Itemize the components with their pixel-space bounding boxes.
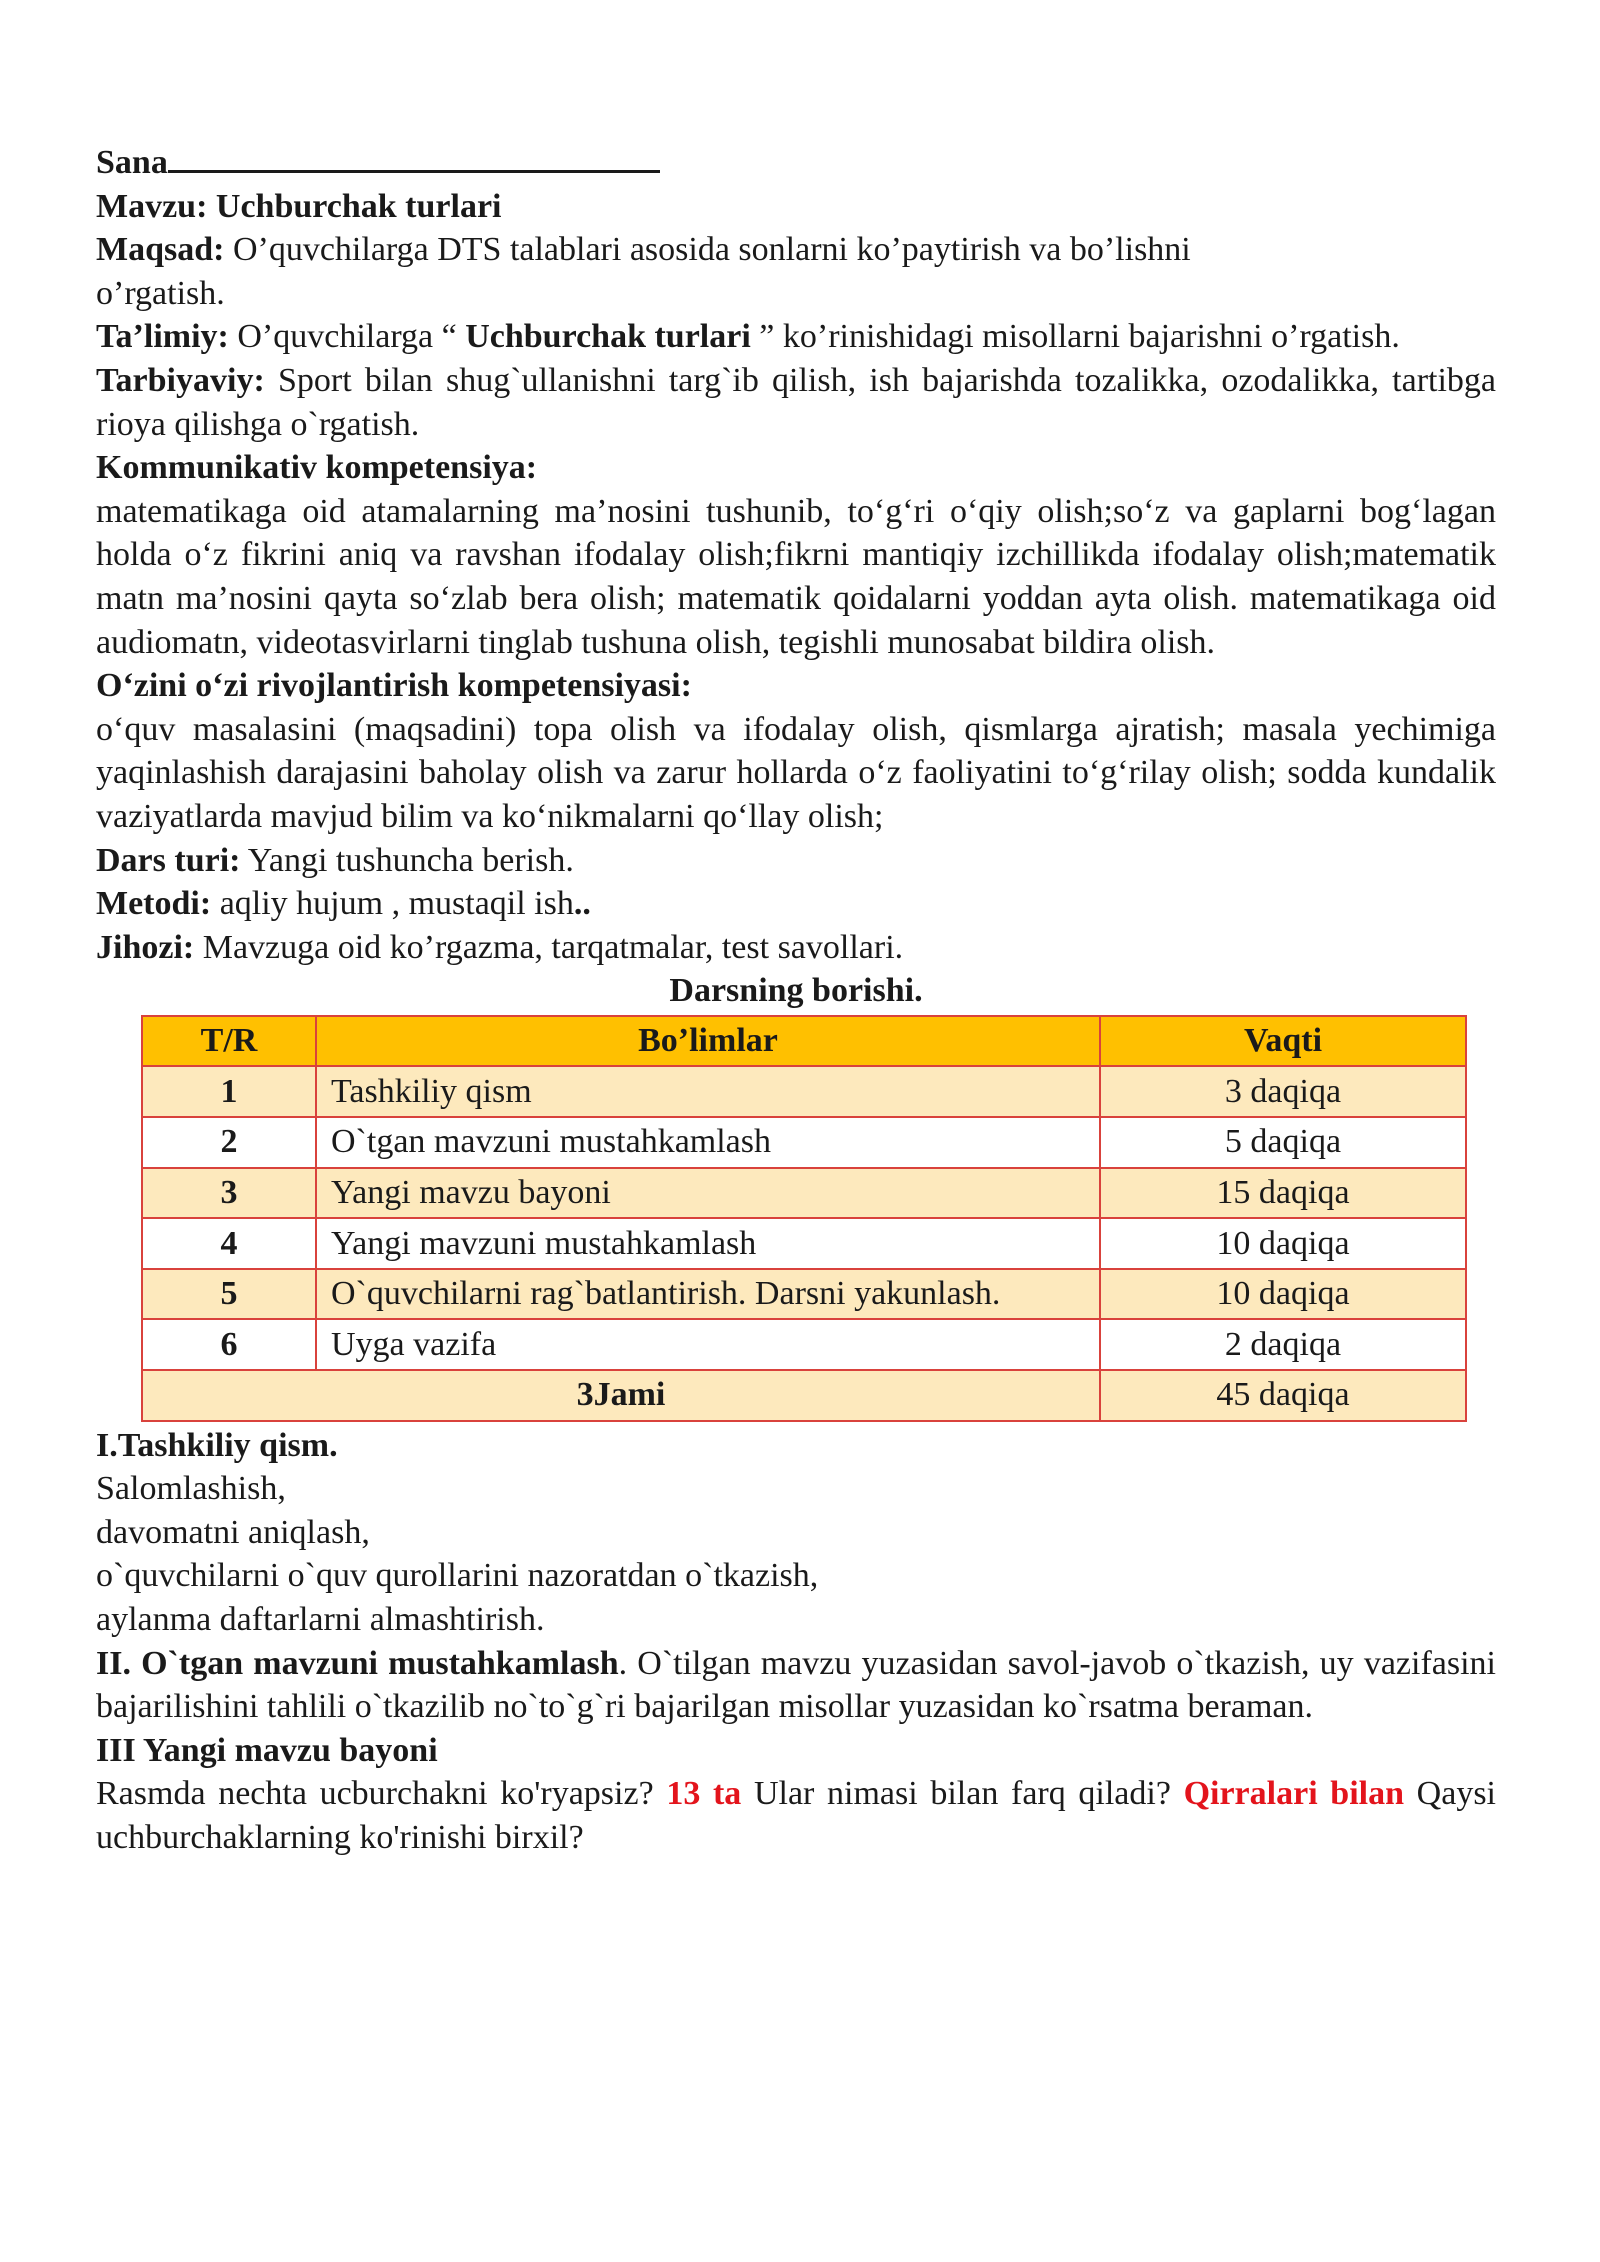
section1-line: aylanma daftarlarni almashtirish. xyxy=(96,1601,545,1638)
table-row xyxy=(142,1066,1466,1117)
jihozi-line xyxy=(96,926,1496,970)
row-number: 1 xyxy=(142,1066,316,1117)
table-total-row xyxy=(142,1370,1466,1421)
sana-label: Sana xyxy=(96,144,168,181)
row-time: 5 daqiqa xyxy=(1100,1117,1466,1168)
row-section: Yangi mavzuni mustahkamlash xyxy=(316,1218,1100,1269)
row-time: 10 daqiqa xyxy=(1100,1269,1466,1320)
section3-title xyxy=(96,1729,1496,1773)
question-1: Rasmda nechta ucburchakni ko'ryapsiz? xyxy=(96,1775,667,1813)
mavzu-line xyxy=(96,185,1496,229)
section1-title-text: I.Tashkiliy qism. xyxy=(96,1426,338,1464)
section2-text: . O`tilgan mavzu yuzasidan savol-javob o`tkazish, uy vazifasini bajarilishini tahlili o`tkazilib no`to`g`ri bajarilgan misollar yuzasidan ko`rsatma beraman. xyxy=(96,1644,1497,1726)
kommunikativ-label: Kommunikativ kompetensiya: xyxy=(96,449,538,487)
lesson-plan-table xyxy=(141,1015,1467,1422)
maqsad-label: Maqsad: xyxy=(96,231,225,269)
row-number: 4 xyxy=(142,1218,316,1269)
table-row xyxy=(142,1218,1466,1269)
maqsad-text-1: O’quvchilarga DTS talablari asosida sonlarni ko’paytirish va bo’lishni xyxy=(224,231,1191,269)
row-section: Uyga vazifa xyxy=(316,1319,1100,1370)
table-body xyxy=(142,1066,1466,1420)
header-sections: Bo’limlar xyxy=(316,1016,1100,1067)
table-header-row xyxy=(142,1016,1466,1067)
kommunikativ-heading xyxy=(96,446,1496,490)
row-section: Yangi mavzu bayoni xyxy=(316,1168,1100,1219)
question-2: Ular nimasi bilan farq qiladi? xyxy=(741,1775,1184,1813)
section1-title xyxy=(96,1424,1496,1468)
total-label-text: 3Jami xyxy=(576,1376,666,1414)
sana-line xyxy=(96,140,1496,185)
table-row xyxy=(142,1319,1466,1370)
maqsad-text-2: o’rgatish. xyxy=(96,274,225,312)
dars-turi-line xyxy=(96,839,1496,883)
ozini-heading xyxy=(96,664,1496,708)
metodi-text: aqliy hujum , mustaqil ish xyxy=(211,885,574,923)
talimiy-label: Ta’limiy: xyxy=(96,318,229,356)
ozini-label: O‘zini o‘zi rivojlantirish kompetensiyasi: xyxy=(96,667,692,705)
row-number: 6 xyxy=(142,1319,316,1370)
header-tr: T/R xyxy=(142,1016,316,1067)
jihozi-text: Mavzuga oid ko’rgazma, tarqatmalar, test savollari. xyxy=(194,928,904,966)
tarbiyaviy-paragraph xyxy=(96,359,1496,446)
section1-line: o`quvchilarni o`quv qurollarini nazoratdan o`tkazish, xyxy=(96,1557,819,1595)
section3-title-text: III Yangi mavzu bayoni xyxy=(96,1731,438,1769)
total-time: 45 daqiqa xyxy=(1100,1370,1466,1421)
header-time: Vaqti xyxy=(1100,1016,1466,1067)
answer-2: Qirralari bilan xyxy=(1183,1775,1405,1813)
jihozi-label: Jihozi: xyxy=(96,928,195,966)
row-time: 15 daqiqa xyxy=(1100,1168,1466,1219)
metodi-tail: .. xyxy=(573,885,591,923)
kommunikativ-text: matematikaga oid atamalarning ma’nosini tushunib, to‘g‘ri o‘qiy olish;so‘z va gaplarni bog‘lagan holda o‘z fikrini aniq va ravshan ifodalay olish;fikrni mantiqiy izchillikda ifodalay olish;matematik matn ma’nosini qayta so‘zlab bera olish; matematik qoidalarni yoddan ayta olish. matematikaga oid audiomatn, videotasvirlarni tinglab tushuna olish, tegishli munosabat bildira olish. xyxy=(96,492,1496,661)
dars-turi-label: Dars turi: xyxy=(96,841,241,879)
question-3: Qaysi uchburchaklarning ko'rinishi birxil? xyxy=(96,1775,1496,1856)
section2-paragraph xyxy=(96,1642,1496,1729)
tarbiyaviy-label: Tarbiyaviy: xyxy=(96,361,265,399)
total-label xyxy=(142,1370,1100,1421)
mavzu-label: Mavzu: Uchburchak turlari xyxy=(96,187,502,225)
talimiy-topic: Uchburchak turlari xyxy=(465,318,751,356)
section2-title: II. O`tgan mavzuni mustahkamlash xyxy=(96,1644,619,1682)
row-section: Tashkiliy qism xyxy=(316,1066,1100,1117)
maqsad-paragraph xyxy=(96,228,1496,315)
section1-line: Salomlashish, xyxy=(96,1470,286,1508)
row-number: 5 xyxy=(142,1269,316,1320)
answer-1: 13 ta xyxy=(666,1775,742,1813)
metodi-label: Metodi: xyxy=(96,885,212,923)
plan-title-text: Darsning borishi. xyxy=(669,972,923,1010)
row-time: 3 daqiqa xyxy=(1100,1066,1466,1117)
section1-line: davomatni aniqlash, xyxy=(96,1513,370,1551)
row-time: 10 daqiqa xyxy=(1100,1218,1466,1269)
talimiy-post: ” ko’rinishidagi misollarni bajarishni o’rgatish. xyxy=(750,318,1400,356)
talimiy-pre: O’quvchilarga “ xyxy=(228,318,466,356)
table-row xyxy=(142,1269,1466,1320)
section3-paragraph xyxy=(96,1772,1496,1859)
sana-blank xyxy=(168,140,660,173)
row-section: O`quvchilarni rag`batlantirish. Darsni yakunlash. xyxy=(316,1269,1100,1320)
tarbiyaviy-text: Sport bilan shug`ullanishni targ`ib qilish, ish bajarishda tozalikka, ozodalikka, tartibga rioya qilishga o`rgatish. xyxy=(96,361,1496,443)
table-row xyxy=(142,1117,1466,1168)
row-time: 2 daqiqa xyxy=(1100,1319,1466,1370)
plan-title xyxy=(96,969,1496,1013)
row-section: O`tgan mavzuni mustahkamlash xyxy=(316,1117,1100,1168)
document-page xyxy=(96,140,1496,1860)
ozini-text: o‘quv masalasini (maqsadini) topa olish va ifodalay olish, qismlarga ajratish; masala yechimiga yaqinlashish darajasini baholay olish va zarur hollarda o‘z faoliyatini to‘g‘rilay olish; sodda kundalik vaziyatlarda mavjud bilim va ko‘nikmalarni qo‘llay olish; xyxy=(96,710,1496,835)
dars-turi-text: Yangi tushuncha berish. xyxy=(240,841,574,879)
row-number: 3 xyxy=(142,1168,316,1219)
metodi-line xyxy=(96,882,1496,926)
row-number: 2 xyxy=(142,1117,316,1168)
talimiy-paragraph xyxy=(96,315,1496,359)
table-row xyxy=(142,1168,1466,1219)
